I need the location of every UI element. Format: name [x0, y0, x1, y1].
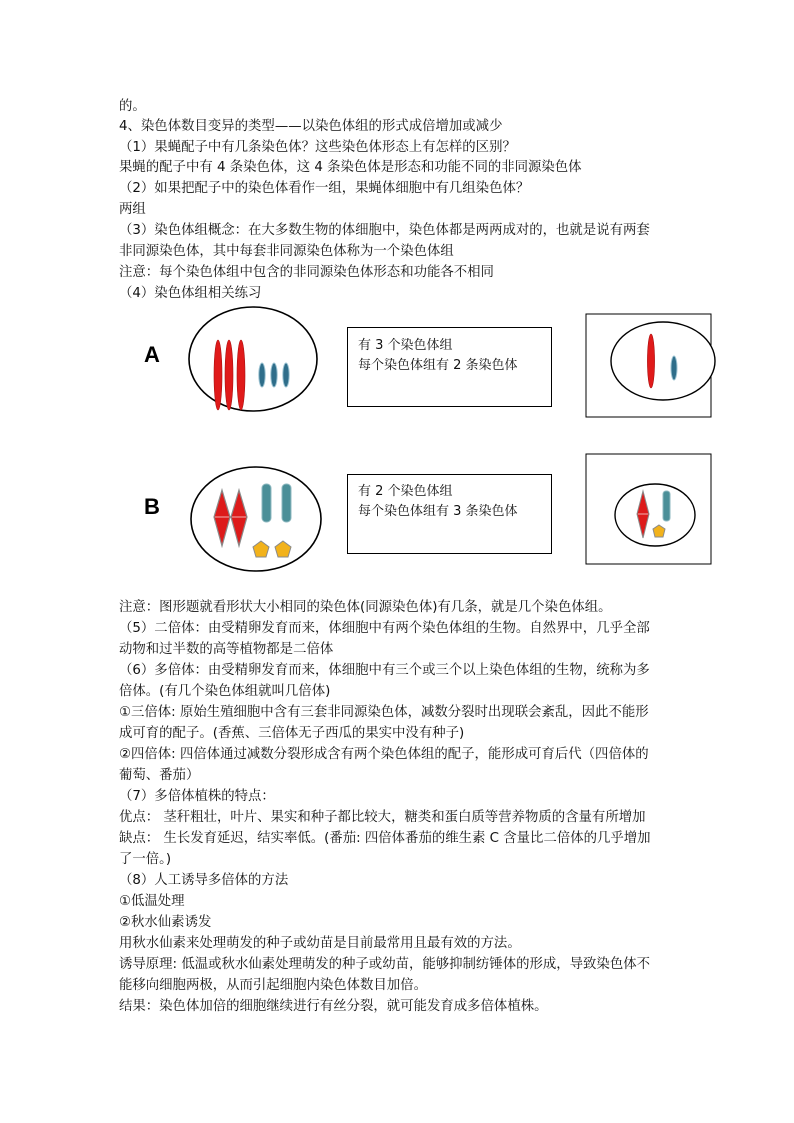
- text-line: 动物和过半数的高等植物都是二倍体: [119, 642, 334, 657]
- text-line: 诱导原理: 低温或秋水仙素处理萌发的种子或幼苗，能够抑制纺锤体的形成，导致染色体不: [119, 957, 650, 972]
- text-line: 非同源染色体，其中每套非同源染色体称为一个染色体组: [119, 244, 454, 259]
- chromosome-blue: [271, 363, 277, 387]
- answer-b-line1: 有 2 个染色体组: [358, 484, 453, 499]
- text-line: 优点： 茎秆粗壮，叶片、果实和种子都比较大，糖类和蛋白质等营养物质的含量有所增加: [119, 810, 646, 825]
- text-line: 两组: [119, 202, 146, 217]
- chromosome-red-diamond: [214, 490, 230, 546]
- chromosome-blue: [283, 363, 289, 387]
- chromosome-teal: [663, 491, 670, 521]
- chromosome-red-diamond: [231, 490, 247, 546]
- chromosome-red: [237, 340, 245, 410]
- text-line: 注意：每个染色体组中包含的非同源染色体形态和功能各不相同: [119, 265, 494, 280]
- chromosome-blue: [671, 356, 677, 380]
- chromosome-yellow-pentagon: [653, 525, 665, 537]
- panel-b-frame: [586, 454, 711, 564]
- answer-a-line1: 有 3 个染色体组: [358, 338, 453, 353]
- chromosome-yellow-pentagon: [275, 541, 291, 557]
- text-line: （1）果蝇配子中有几条染色体？这些染色体形态上有怎样的区别？: [119, 140, 516, 155]
- label-b: B: [144, 494, 160, 519]
- text-line: （8）人工诱导多倍体的方法: [119, 873, 289, 888]
- text-line: 缺点： 生长发育延迟，结实率低。(番茄: 四倍体番茄的维生素 C 含量比二倍体的几乎增加: [119, 831, 651, 846]
- answer-box-a: [347, 327, 552, 407]
- chromosome-red: [225, 340, 233, 410]
- text-line: （2）如果把配子中的染色体看作一组，果蝇体细胞中有几组染色体？: [119, 181, 530, 196]
- text-line: （5）二倍体：由受精卵发育而来，体细胞中有两个染色体组的生物。自然界中，几乎全部: [119, 621, 650, 636]
- answer-b-line2: 每个染色体组有 3 条染色体: [358, 504, 518, 519]
- text-line: 的。: [119, 99, 146, 114]
- text-line: 结果：染色体加倍的细胞继续进行有丝分裂，就可能发育成多倍体植株。: [119, 999, 548, 1014]
- answer-a-line2: 每个染色体组有 2 条染色体: [358, 358, 518, 373]
- text-line: ②秋水仙素诱发: [119, 915, 212, 930]
- text-line: 能移向细胞两极，从而引起细胞内染色体数目加倍。: [119, 978, 427, 993]
- text-line: （6）多倍体：由受精卵发育而来，体细胞中有三个或三个以上染色体组的生物，统称为多: [119, 663, 650, 678]
- cell-b-membrane: [191, 467, 321, 571]
- answer-box-b: [347, 474, 552, 554]
- cell-a-small-membrane: [611, 322, 715, 400]
- chromosome-yellow-pentagon: [253, 541, 269, 557]
- text-line: 果蝇的配子中有 4 条染色体，这 4 条染色体是形态和功能不同的非同源染色体: [119, 160, 582, 175]
- text-line: 倍体。(有几个染色体组就叫几倍体): [119, 684, 331, 699]
- chromosome-red: [647, 334, 654, 388]
- text-line: （7）多倍体植株的特点：: [119, 789, 275, 804]
- text-line: ①三倍体: 原始生殖细胞中含有三套非同源染色体，减数分裂时出现联会紊乱，因此不能形: [119, 705, 649, 720]
- text-line: ②四倍体: 四倍体通过减数分裂形成含有两个染色体组的配子，能形成可育后代（四倍体的: [119, 747, 649, 762]
- text-line: 用秋水仙素来处理萌发的种子或幼苗是目前最常用且最有效的方法。: [119, 936, 521, 951]
- cell-b-small-membrane: [615, 484, 695, 546]
- text-line: 成可育的配子。(香蕉、三倍体无子西瓜的果实中没有种子): [119, 726, 465, 741]
- chromosome-red-diamond: [637, 491, 649, 538]
- text-line: 葡萄、番茄）: [119, 768, 200, 783]
- text-line: 了一倍。): [119, 852, 172, 867]
- label-a: A: [144, 342, 160, 367]
- text-line: 4、染色体数目变异的类型——以染色体组的形式成倍增加或减少: [119, 119, 503, 134]
- chromosome-red: [214, 340, 222, 410]
- text-line: ①低温处理: [119, 894, 185, 909]
- cell-a-membrane: [189, 307, 317, 411]
- text-line: 注意：图形题就看形状大小相同的染色体(同源染色体)有几条，就是几个染色体组。: [119, 600, 612, 615]
- text-line: （4）染色体组相关练习: [119, 286, 262, 301]
- panel-a-frame: [586, 314, 711, 417]
- chromosome-teal: [262, 484, 271, 522]
- text-line: （3）染色体组概念：在大多数生物的体细胞中，染色体都是两两成对的，也就是说有两套: [119, 223, 650, 238]
- chromosome-teal: [282, 484, 291, 522]
- chromosome-blue: [259, 363, 265, 387]
